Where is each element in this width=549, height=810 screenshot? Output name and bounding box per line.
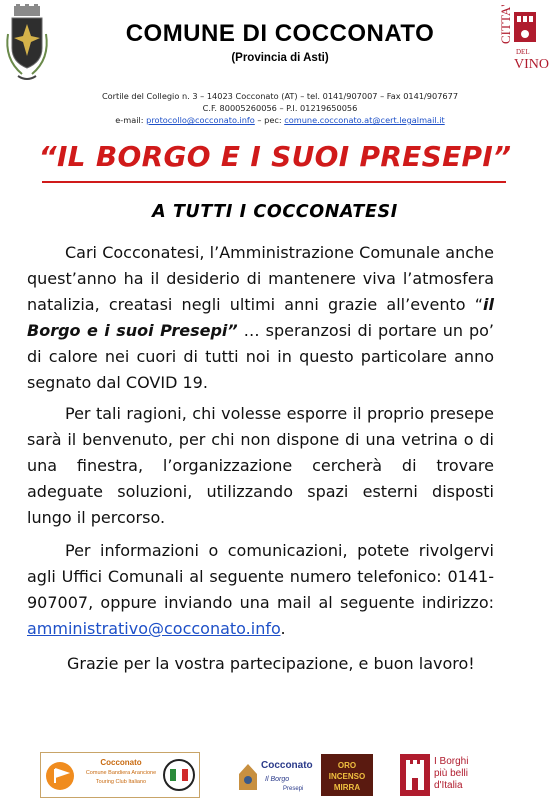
paragraph-contacts-end: . bbox=[280, 619, 286, 638]
logo2-side-panel: ORO INCENSO MIRRA bbox=[321, 754, 373, 796]
paragraph-intro-text: Cari Cocconatesi, l’Amministrazione Comunale anche quest’anno ha il desiderio di mantenere viva l’atmosfera natalizia, creatasi negli ultimi anni grazie all’evento “ bbox=[27, 243, 494, 314]
castle-icon bbox=[400, 754, 430, 796]
logo3-line-2: più belli bbox=[434, 768, 468, 779]
paragraph-reasons-text: Per tali ragioni, chi volesse esporre il proprio presepe sarà il benvenuto, per chi non dispone di una vetrina o di una finestra, l’organizzazione cercherà di trovare adeguate soluzioni, utilizzando spazi esterni disposti lungo il percorso. bbox=[27, 404, 494, 527]
fiscal-line: C.F. 80005260056 – P.I. 01219650056 bbox=[202, 103, 358, 113]
paragraph-reasons bbox=[27, 401, 494, 531]
municipal-crest-icon bbox=[4, 4, 50, 84]
event-name-emphasis: il Borgo e i suoi Presepi” bbox=[27, 295, 494, 340]
bandiera-arancione-logo bbox=[40, 752, 200, 798]
logo2-title: Cocconato bbox=[261, 760, 313, 771]
logo1-subtitle-2: Touring Club Italiano bbox=[95, 779, 147, 785]
borghi-piu-belli-logo bbox=[400, 752, 510, 798]
logo2-subtitle: Il Borgo bbox=[265, 776, 290, 783]
pec-label: – pec: bbox=[257, 115, 282, 125]
email-label: e-mail: bbox=[115, 115, 144, 125]
pec-link[interactable]: comune.cocconato.at@cert.legalmail.it bbox=[284, 115, 445, 125]
paragraph-intro-end: … speranzosi di portare un po’ di calore nei cuori di tutti noi in questo particolare anno segnato dal COVID 19. bbox=[27, 321, 494, 392]
logo1-title: Cocconato bbox=[100, 758, 142, 767]
logo1-subtitle: Comune Bandiera Arancione bbox=[85, 770, 157, 776]
paragraph-intro bbox=[27, 240, 494, 396]
paragraph-contacts bbox=[27, 538, 494, 642]
italian-flag-badge-icon bbox=[163, 759, 195, 791]
closing-thanks: Grazie per la vostra partecipazione, e buon lavoro! bbox=[67, 654, 475, 673]
greeting-heading: A TUTTI I COCCONATESI bbox=[152, 202, 398, 222]
paragraph-contacts-text: Per informazioni o comunicazioni, potete rivolgervi agli Uffici Comunali al seguente numero telefonico: 0141-907007, oppure inviando una mail al seguente indirizzo: bbox=[27, 541, 494, 612]
municipality-title: COMUNE DI COCCONATO bbox=[125, 20, 435, 47]
address-line: Cortile del Collegio n. 3 – 14023 Cocconato (AT) – tel. 0141/907007 – Fax 0141/907677 bbox=[101, 91, 459, 101]
svg-text:VINO: VINO bbox=[514, 57, 549, 72]
event-title: “IL BORGO E I SUOI PRESEPI” bbox=[38, 140, 512, 173]
logo3-line-1: I Borghi bbox=[434, 756, 469, 767]
province-subtitle: (Provincia di Asti) bbox=[231, 52, 329, 64]
svg-text:CITTA': CITTA' bbox=[498, 4, 513, 44]
administrative-email-link[interactable]: amministrativo@cocconato.info bbox=[27, 619, 281, 638]
event-title-underline bbox=[42, 181, 506, 183]
email-link[interactable]: protocollo@cocconato.info bbox=[146, 115, 255, 125]
nativity-icon bbox=[237, 762, 259, 792]
logo3-line-3: d'Italia bbox=[434, 780, 463, 791]
borgo-presepi-logo bbox=[235, 752, 375, 798]
logo2-subtitle-2: Presepi bbox=[283, 786, 304, 792]
svg-text:DEL: DEL bbox=[516, 48, 530, 56]
contact-line bbox=[80, 115, 480, 125]
orange-flag-icon bbox=[45, 761, 75, 791]
